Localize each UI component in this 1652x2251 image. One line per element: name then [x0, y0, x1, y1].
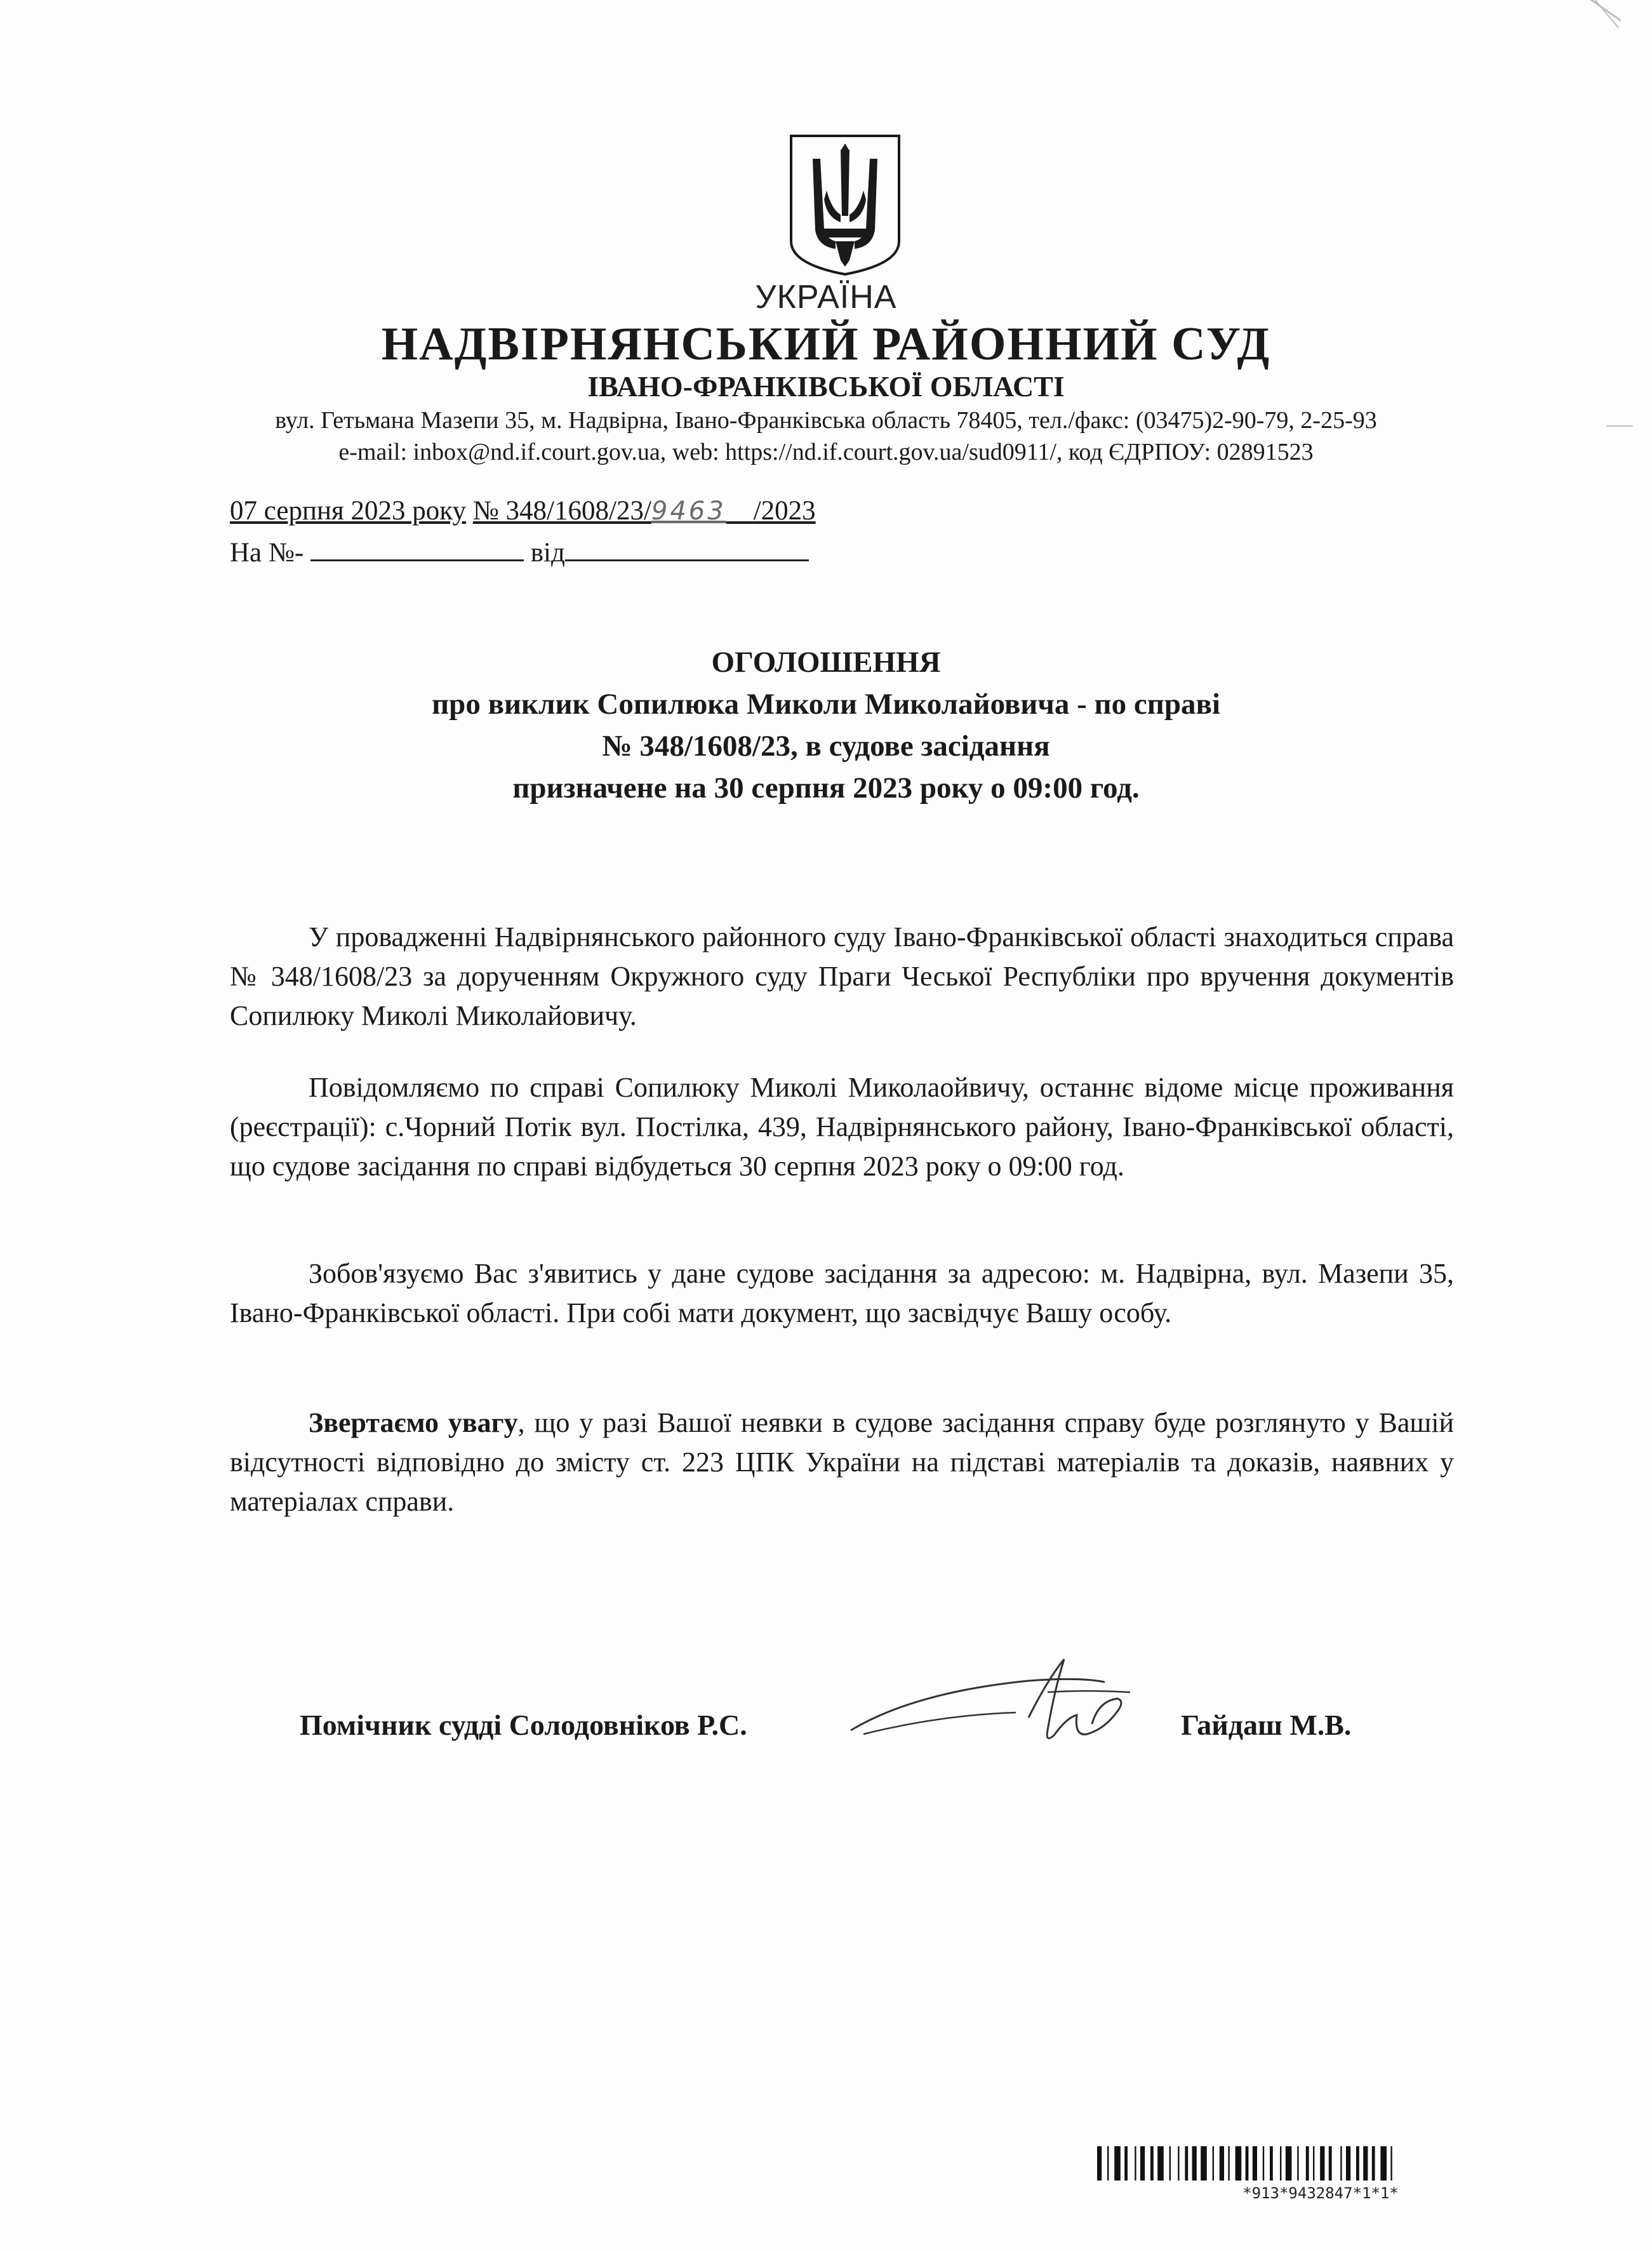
barcode-bar	[1263, 2146, 1264, 2181]
court-region: ІВАНО-ФРАНКІВСЬКОЇ ОБЛАСТІ	[587, 370, 1065, 403]
barcode-bar	[1192, 2146, 1197, 2181]
barcode-bar	[1150, 2146, 1154, 2181]
barcode-bar	[1185, 2146, 1188, 2181]
barcode-bar	[1390, 2146, 1392, 2181]
barcode-bar	[1246, 2146, 1249, 2181]
announcement-line-3: призначене на 30 серпня 2023 року о 09:00 год.	[512, 771, 1140, 805]
announcement-heading	[0, 641, 1652, 809]
announcement-title: ОГОЛОШЕННЯ	[711, 646, 941, 679]
barcode-bar	[1363, 2146, 1368, 2181]
outgoing-reference	[230, 495, 816, 526]
barcode	[1097, 2146, 1542, 2181]
body-paragraph-2: Повідомляємо по справі Сопилюку Миколі Миколаойвичу, останнє відоме місце проживання (реєстрації): с.Чорний Потік вул. Постілка, 439, Надвірнянського району, Івано-Франківської області, що судове засідання по справі відбудеться 30 серпня 2023 року о 09:00 год.	[230, 1072, 1454, 1182]
barcode-bar	[1286, 2146, 1292, 2181]
barcode-bar	[1114, 2146, 1121, 2181]
barcode-bar	[1236, 2146, 1242, 2181]
scan-artifact	[1578, 0, 1621, 22]
incoming-no-line	[310, 553, 524, 561]
attention-text: , що у разі Вашої неявки в судове засідання справу буде розглянуто у Вашій відсутності відповідно до змісту ст. 223 ЦПК України на підставі матеріалів та доказів, наявних у матеріалах справи.	[230, 1407, 1455, 1517]
attention-label: Звертаємо увагу	[309, 1407, 518, 1438]
incoming-no-label: На №-	[230, 538, 304, 568]
barcode-bar	[1228, 2146, 1229, 2181]
outgoing-number-suffix: /2023	[753, 496, 816, 526]
court-name: НАДВІРНЯНСЬКИЙ РАЙОННИЙ СУД	[381, 318, 1271, 370]
barcode-bar	[1157, 2146, 1164, 2181]
barcode-bar	[1372, 2146, 1375, 2181]
barcode-bar	[1201, 2146, 1207, 2181]
handwritten-signature	[838, 1654, 1181, 1756]
barcode-bar	[1107, 2146, 1109, 2181]
barcode-bar	[1320, 2146, 1324, 2181]
body-paragraph-1: У провадженні Надвірнянського районного суду Івано-Франківської області знаходиться справа № 348/1608/23 за дорученням Окружного суду Праги Чеської Республіки про вручення документів Сопилюку Миколі Миколайовичу.	[230, 921, 1454, 1031]
court-contacts: e-mail: inbox@nd.if.court.gov.ua, web: https://nd.if.court.gov.ua/sud0911/, код ЄДРПОУ: 02891523	[338, 439, 1314, 465]
body-paragraph-3: Зобов'язуємо Вас з'явитись у дане судове засідання за адресою: м. Надвірна, вул. Мазепи 35, Івано-Франківської області. При собі мати документ, що засвідчує Вашу особу.	[230, 1258, 1454, 1328]
signatory-name: Гайдаш М.В.	[1181, 1709, 1352, 1741]
outgoing-number-prefix: № 348/1608/23/	[472, 496, 651, 526]
number-spacer	[726, 496, 754, 526]
signatory-role: Помічник судді Солодовніков Р.С.	[300, 1709, 747, 1741]
barcode-bar	[1346, 2146, 1350, 2181]
barcode-bar	[1340, 2146, 1342, 2181]
barcode-bar	[1124, 2146, 1128, 2181]
court-address: вул. Гетьмана Мазепи 35, м. Надвірна, Івано-Франківська область 78405, тел./факс: (03475)2-90-79, 2-25-93	[275, 407, 1377, 434]
coat-of-arms-icon	[787, 133, 903, 277]
incoming-reference	[230, 537, 809, 568]
barcode-bar	[1306, 2146, 1309, 2181]
announcement-line-1: про виклик Сопилюка Миколи Миколайовича - по справі	[432, 688, 1220, 721]
barcode-bar	[1140, 2146, 1145, 2181]
barcode-bar	[1380, 2146, 1387, 2181]
barcode-bar	[1220, 2146, 1224, 2181]
barcode-bar	[1313, 2146, 1314, 2181]
incoming-from-label: від	[530, 538, 565, 568]
barcode-bar	[1213, 2146, 1214, 2181]
barcode-bar	[1329, 2146, 1332, 2181]
outgoing-date: 07 серпня 2023 року	[230, 496, 467, 526]
barcode-bar	[1178, 2146, 1179, 2181]
barcode-bar	[1280, 2146, 1281, 2181]
incoming-from-line	[565, 553, 809, 561]
barcode-bar	[1097, 2146, 1102, 2181]
barcode-bar	[1356, 2146, 1359, 2181]
scan-artifact	[1594, 0, 1619, 29]
barcode-number: *913*9432847*1*1*	[1242, 2184, 1399, 2202]
barcode-bar	[1297, 2146, 1298, 2181]
barcode-bar	[1253, 2146, 1257, 2181]
handwritten-number: 9463	[651, 497, 726, 526]
barcode-bar	[1169, 2146, 1171, 2181]
country-name: УКРАЇНА	[755, 279, 897, 316]
announcement-line-2: № 348/1608/23, в судове засідання	[602, 730, 1050, 763]
barcode-bar	[1135, 2146, 1136, 2181]
body-paragraph-4	[230, 1403, 1454, 1521]
barcode-bar	[1270, 2146, 1273, 2181]
